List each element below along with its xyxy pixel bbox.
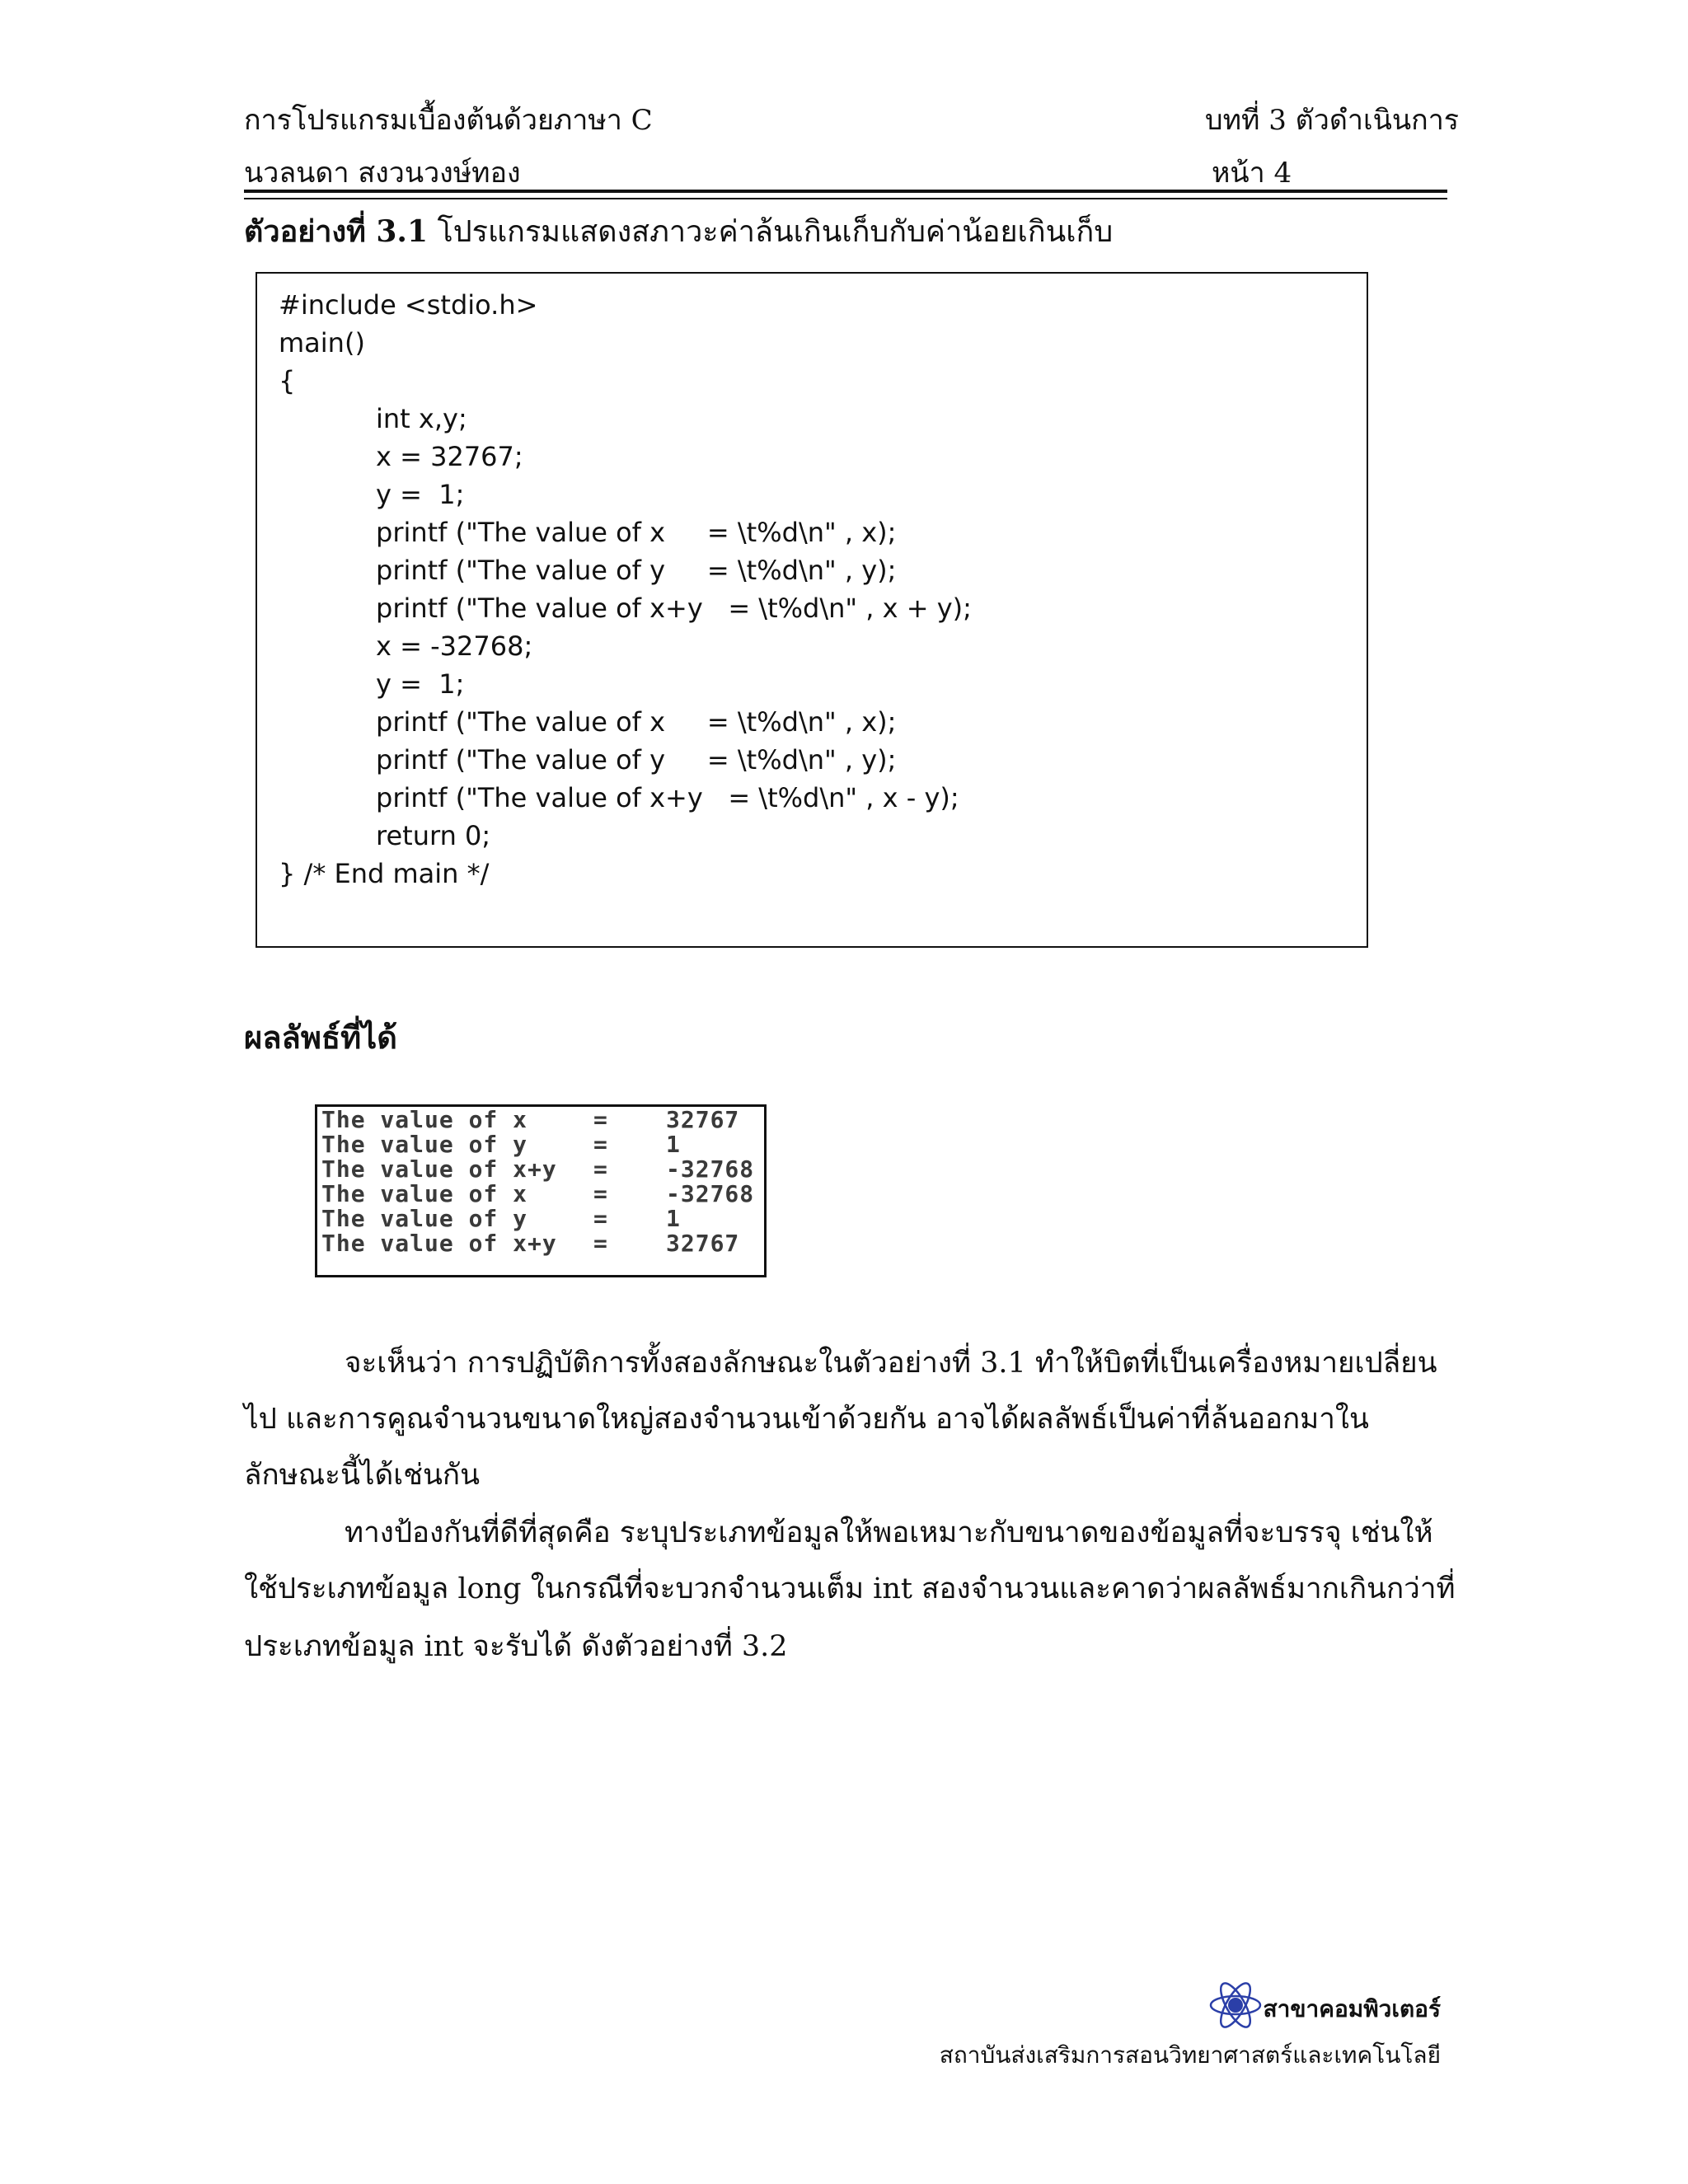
console-value: -32768 [666, 1155, 755, 1183]
author-name: นวลนดา สงวนวงษ์ทอง [244, 157, 521, 190]
code-line: int x,y; [376, 403, 467, 434]
console-value: 1 [666, 1131, 681, 1158]
console-equals: = [593, 1131, 608, 1158]
paragraph-line: ใช้ประเภทข้อมูล long ในกรณีที่จะบวกจำนวนเต็ม int สองจำนวนและคาดว่าผลลัพธ์มากเกินกว่าที่ [244, 1572, 1456, 1605]
code-line: printf ("The value of x+y = \t%d\n" , x - y); [376, 782, 959, 813]
paragraph-line: ลักษณะนี้ได้เช่นกัน [244, 1459, 480, 1492]
code-line: printf ("The value of x = \t%d\n" , x); [376, 706, 897, 738]
code-line: printf ("The value of y = \t%d\n" , y); [376, 555, 897, 586]
paragraph-line: ประเภทข้อมูล int จะรับได้ ดังตัวอย่างที่ 3.2 [244, 1630, 788, 1663]
console-equals: = [593, 1205, 608, 1232]
footer-department: สาขาคอมพิวเตอร์ [1263, 1995, 1441, 2022]
console-label: The value of x [321, 1180, 528, 1207]
chapter-title: บทที่ 3 ตัวดำเนินการ [1205, 104, 1460, 137]
result-heading: ผลลัพธ์ที่ได้ [244, 1019, 397, 1056]
code-line: y = 1; [376, 668, 465, 700]
console-equals: = [593, 1106, 608, 1133]
code-line: y = 1; [376, 479, 465, 510]
paragraph-line: ไป และการคูณจำนวนขนาดใหญ่สองจำนวนเข้าด้วยกัน อาจได้ผลลัพธ์เป็นค่าที่ล้นออกมาใน [244, 1403, 1369, 1436]
code-line: return 0; [376, 820, 491, 851]
code-line: main() [279, 327, 365, 359]
example-caption: โปรแกรมแสดงสภาวะค่าล้นเกินเก็บกับค่าน้อยเกินเก็บ [428, 215, 1114, 249]
console-label: The value of x [321, 1106, 528, 1133]
code-line: printf ("The value of x+y = \t%d\n" , x + y); [376, 593, 972, 624]
course-title: การโปรแกรมเบื้องต้นด้วยภาษา C [244, 104, 653, 137]
console-value: 1 [666, 1205, 681, 1232]
paragraph-line: ทางป้องกันที่ดีที่สุดคือ ระบุประเภทข้อมูลให้พอเหมาะกับขนาดของข้อมูลที่จะบรรจุ เช่นให้ [345, 1516, 1433, 1549]
console-label: The value of y [321, 1131, 528, 1158]
ipst-atom-logo-icon [1208, 1978, 1263, 2032]
console-label: The value of y [321, 1205, 528, 1232]
footer-institute: สถาบันส่งเสริมการสอนวิทยาศาสตร์และเทคโนโลยี [939, 2041, 1441, 2069]
console-label: The value of x+y [321, 1155, 557, 1183]
console-value: 32767 [666, 1106, 740, 1133]
page-number: หน้า 4 [1212, 157, 1292, 190]
console-label: The value of x+y [321, 1230, 557, 1257]
console-equals: = [593, 1180, 608, 1207]
console-equals: = [593, 1230, 608, 1257]
console-value: 32767 [666, 1230, 740, 1257]
code-line: printf ("The value of x = \t%d\n" , x); [376, 517, 897, 548]
header-rule-thick [244, 190, 1447, 193]
code-line: #include <stdio.h> [279, 289, 538, 321]
example-title [244, 213, 1113, 251]
header-rule-thin [244, 198, 1447, 199]
code-line: } /* End main */ [279, 858, 490, 889]
code-line: { [279, 365, 296, 396]
code-line: printf ("The value of y = \t%d\n" , y); [376, 744, 897, 776]
console-equals: = [593, 1155, 608, 1183]
code-line: x = 32767; [376, 441, 523, 472]
example-label: ตัวอย่างที่ 3.1 [244, 214, 428, 249]
console-value: -32768 [666, 1180, 755, 1207]
paragraph-line: จะเห็นว่า การปฏิบัติการทั้งสองลักษณะในตัวอย่างที่ 3.1 ทำให้บิตที่เป็นเครื่องหมายเปลี่ยน [345, 1347, 1437, 1380]
code-line: x = -32768; [376, 630, 533, 662]
